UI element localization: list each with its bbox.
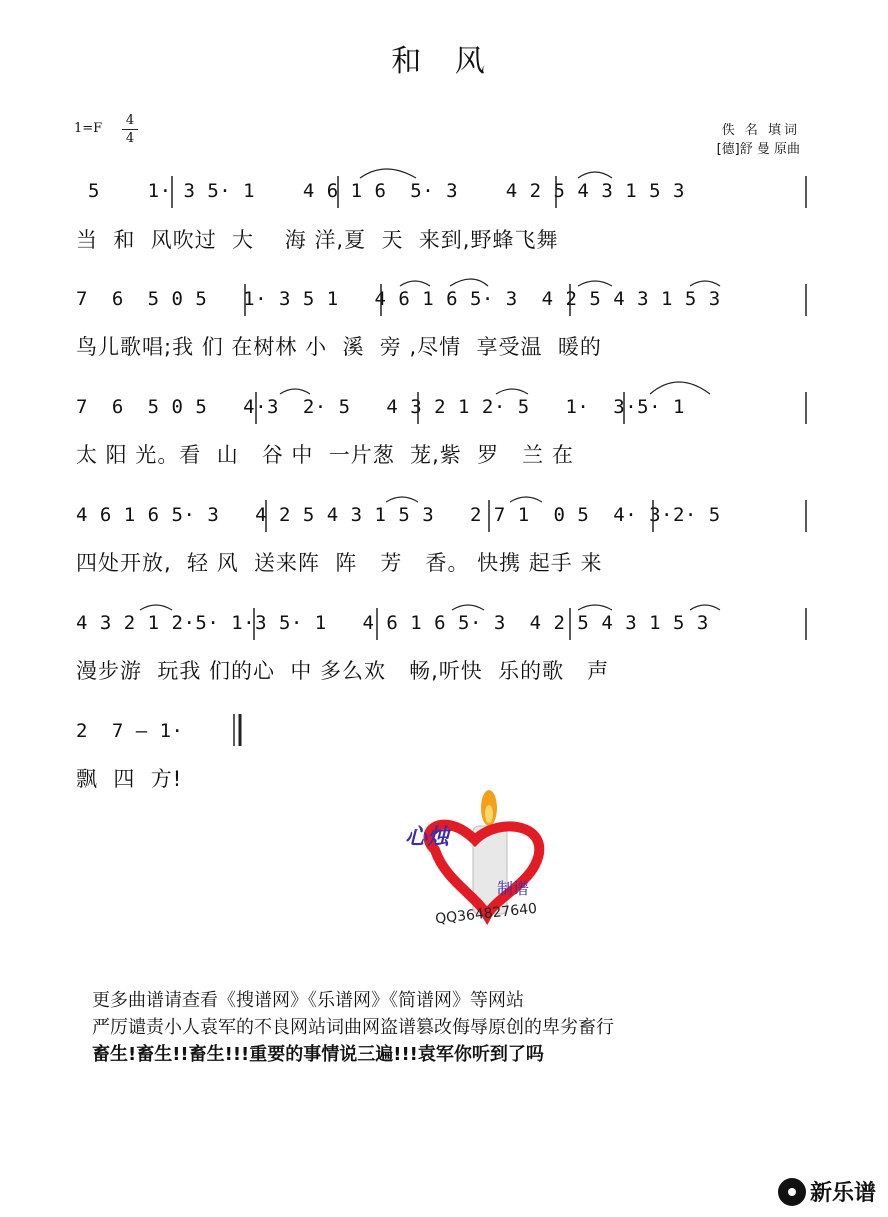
lyrics-line-2: 鸟儿歌唱;我 们 在树林 小 溪 旁 ,尽情 享受温 暖的 [76, 335, 602, 359]
lyrics-line-5: 漫步游 玩我 们的心 中 多么欢 畅,听快 乐的歌 声 [76, 659, 610, 683]
slur [400, 281, 430, 286]
slur [386, 497, 418, 502]
notes-line-4: 4 6 1 6 5· 3 4 2 5 4 3 1 5 3 2 7 1 0 5 4· 3·2· 5 [76, 504, 721, 526]
slur [650, 382, 710, 394]
bar-lines [172, 176, 806, 746]
notes-line-5: 4 3 2 1 2·5· 1·3 5· 1 4 6 1 6 5· 3 4 2 5 4 3 1 5 3 [76, 612, 709, 634]
slur [280, 389, 310, 394]
slur [360, 169, 416, 178]
notes-line-3: 7 6 5 0 5 4·3 2· 5 4 3 2 1 2· 5 1· 3·5· 1 [76, 396, 685, 418]
brand-mark [778, 1176, 876, 1207]
notes-line-2: 7 6 5 0 5 1· 3 5 1 4 6 1 6 5· 3 4 2 5 4 3 1 5 3 [76, 288, 721, 310]
slur [510, 497, 542, 502]
notes-line-1: 5 1· 3 5· 1 4 6 1 6 5· 3 4 2 5 4 3 1 5 3 [76, 180, 685, 202]
page-title: 和 风 [391, 44, 497, 79]
lyricist-credit: 佚 名 填词 [721, 123, 800, 138]
footer-line-1: 更多曲谱请查看《搜谱网》《乐谱网》《简谱网》等网站 [92, 990, 524, 1011]
slur [450, 279, 488, 286]
time-sig-bottom: 4 [122, 129, 138, 147]
slur [578, 172, 612, 178]
logo-text: 心烛 [405, 825, 450, 850]
key-signature: 1=F [74, 121, 103, 136]
qq-number: QQ364827640 [434, 900, 538, 928]
slur [452, 605, 484, 610]
record-icon [778, 1178, 806, 1206]
slur [690, 281, 720, 286]
logo-subtext: 制谱 [497, 879, 530, 898]
slur [578, 281, 612, 286]
candle-logo [405, 770, 575, 930]
slur [578, 605, 612, 610]
slur [140, 605, 172, 610]
footer-line-3: 畜生!畜生!!畜生!!!重要的事情说三遍!!!袁军你听到了吗 [92, 1044, 544, 1065]
slur [496, 389, 528, 394]
brand-name: 新乐谱 [809, 1181, 876, 1206]
lyrics-line-6: 飘 四 方! [76, 767, 183, 791]
time-sig-top: 4 [125, 113, 135, 128]
slurs [140, 169, 720, 610]
composer-credit: [德]舒 曼 原曲 [716, 142, 800, 157]
lyrics-line-1: 当 和 风吹过 大 海 洋,夏 天 来到,野蜂飞舞 [76, 228, 559, 252]
notes-line-6: 2 7 – 1· [76, 720, 184, 742]
lyrics-line-4: 四处开放, 轻 风 送来阵 阵 芳 香。 快携 起手 来 [76, 551, 603, 575]
footer-line-2: 严厉谴责小人袁军的不良网站词曲网盗谱篡改侮辱原创的卑劣畜行 [92, 1017, 614, 1038]
lyrics-line-3: 太 阳 光。看 山 谷 中 一片葱 茏,紫 罗 兰 在 [76, 443, 574, 467]
slur [690, 605, 720, 610]
